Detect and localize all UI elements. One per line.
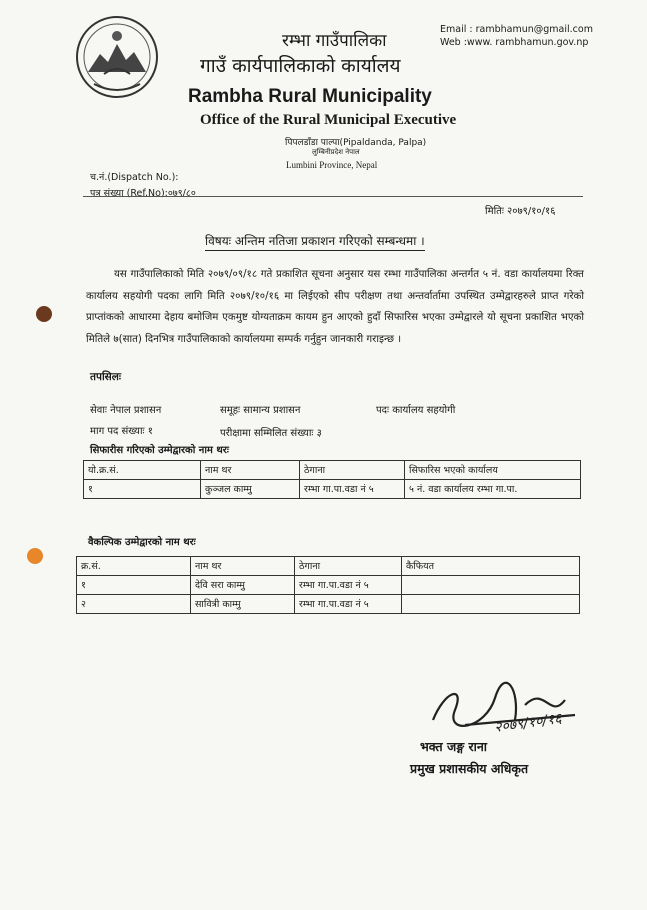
office-title-np: गाउँ कार्यपालिकाको कार्यालय [200,55,401,77]
table-header-cell: यो.क्र.सं. [84,461,201,480]
table-cell: १ [84,480,201,499]
header-email: Email : rambhamun@gmail.com [440,24,593,35]
letter-subject: विषयः अन्तिम नतिजा प्रकाशन गरिएको सम्बन्धमा । [205,232,425,251]
table-header-row [84,461,581,480]
letter-body-text: यस गाउँपालिकाको मिति २०७९/०९/१८ गते प्रकाशित सूचना अनुसार यस रम्भा गाउँपालिका अन्तर्गत ५ नं. वडा कार्यालयमा रिक्त कार्यालय सहयोगी पदका लागि मिति २०७९/१०/१६ मा लिईएको सीप परीक्षण तथा अन्तर्वार्तामा उपस्थित उम्मेद्वारहरुले प्राप्त गरेको प्राप्तांकको आधारमा देहाय बमोजिम एकमुष्ट योग्यताक्रम कायम हुन आएको हुदाँ सिफारिस भएका उम्मेद्वारले यो सूचना प्रकाशित भएको मितिले ७(सात) दिनभित्र गाउँपालिकाको कार्यालयमा सम्पर्क गर्नुहुन जानकारी गराइन्छ । [86,269,584,345]
table-header-cell: ठेगाना [295,557,402,576]
table-row [77,576,580,595]
table-cell: रम्भा गा.पा.वडा नं ५ [295,576,402,595]
office-title-en: Office of the Rural Municipal Executive [200,112,457,128]
table-header-cell: नाम थर [191,557,295,576]
table-header-cell: नाम थर [201,461,300,480]
header-web: Web :www. rambhamun.gov.np [440,37,589,48]
punch-hole-top [36,306,52,322]
letter-date: मितिः २०७९/१०/१६ [485,206,556,217]
alternate-caption: वैकल्पिक उम्मेद्वारको नाम थरः [88,537,196,548]
recommended-table [83,460,581,499]
group-field: समूहः सामान्य प्रशासन [220,405,301,416]
header-divider [83,196,583,197]
table-cell: सावित्री काम्मु [191,595,295,614]
table-cell [402,595,580,614]
table-header-cell: सिफारिस भएको कार्यालय [405,461,581,480]
reference-number: पत्र संख्या (Ref.No):०७९/८० [90,188,196,199]
signatory-name: भक्त जङ्ग राना [420,739,488,754]
table-cell: २ [77,595,191,614]
address-line-2: लुम्बिनीप्रदेश नेपाल [312,148,360,156]
table-cell: ५ नं. वडा कार्यालय रम्भा गा.पा. [405,480,581,499]
recommended-caption: सिफारीस गरिएको उम्मेद्वारको नाम थरः [90,445,229,456]
table-header-cell: क्र.सं. [77,557,191,576]
punch-hole-bottom [27,548,43,564]
table-cell: देवि सरा काम्मु [191,576,295,595]
letter-body [86,264,584,350]
table-cell: कुञ्जल काम्मु [201,480,300,499]
table-cell: रम्भा गा.पा.वडा नं ५ [295,595,402,614]
service-field: सेवाः नेपाल प्रशासन [90,405,162,416]
nepal-emblem-logo [74,14,160,100]
details-heading: तपसिलः [90,371,122,383]
demand-count: माग पद संख्याः १ [90,426,153,437]
dispatch-number: च.नं.(Dispatch No.): [90,172,179,183]
table-header-cell: कैफियत [402,557,580,576]
municipality-title-np: रम्भा गाउँपालिका [282,31,387,51]
table-header-row [77,557,580,576]
table-row [84,480,581,499]
table-header-cell: ठेगाना [300,461,405,480]
table-cell: १ [77,576,191,595]
address-line-1: पिपलडाँडा पाल्पा(Pipaldanda, Palpa) [285,138,427,148]
handwritten-signature [425,680,635,742]
post-field: पदः कार्यालय सहयोगी [376,405,456,416]
alternate-table [76,556,580,614]
signatory-title: प्रमुख प्रशासकीय अधिकृत [410,761,529,776]
table-cell: रम्भा गा.पा.वडा नं ५ [300,480,405,499]
address-line-3: Lumbini Province, Nepal [286,160,378,170]
appeared-count: परीक्षामा सम्मिलित संख्याः ३ [220,428,322,439]
municipality-title-en: Rambha Rural Municipality [188,86,432,107]
signature-date: २०७९/१०/१६ [493,710,563,736]
table-cell [402,576,580,595]
table-row [77,595,580,614]
